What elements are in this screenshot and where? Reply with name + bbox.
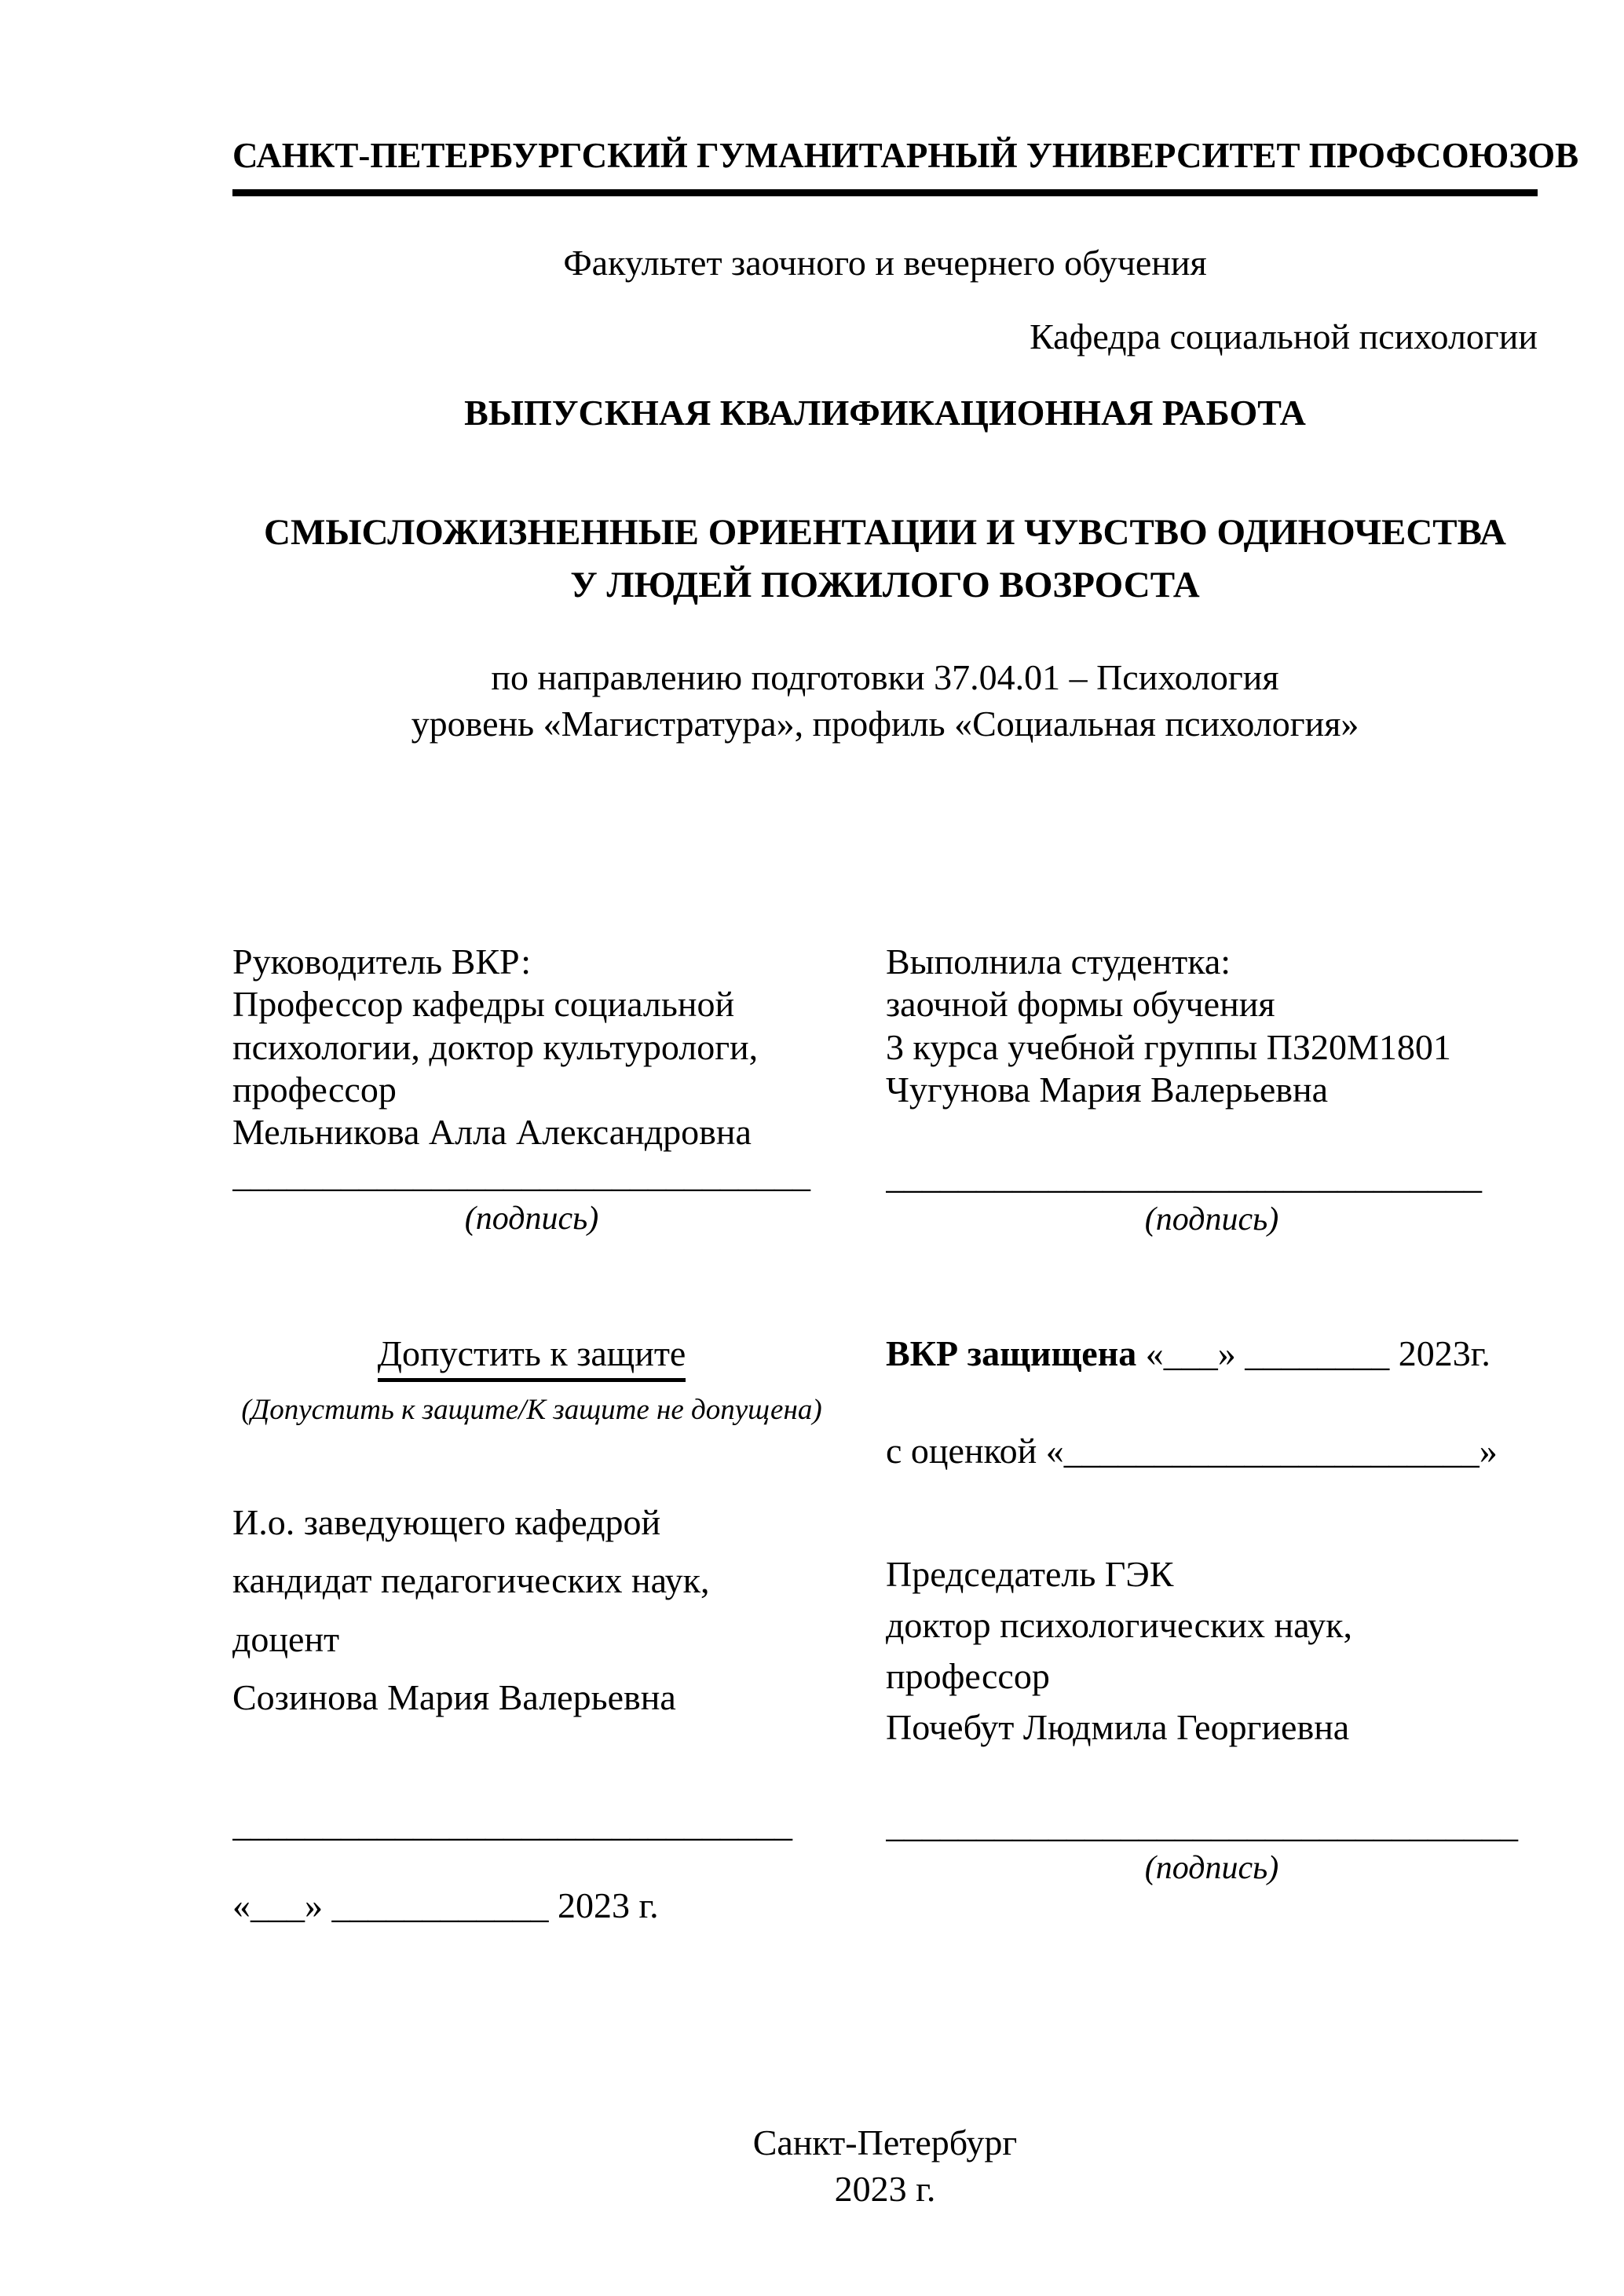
university-name: САНКТ-ПЕТЕРБУРГСКИЙ ГУМАНИТАРНЫЙ УНИВЕРСИТЕТ ПРОФСОЮЗОВ — [232, 135, 1538, 196]
defense-signature-caption: (подпись) — [1144, 1850, 1279, 1887]
defense-signature-line: ___________________________________ — [886, 1804, 1518, 1844]
admission-heading — [232, 1333, 831, 1382]
student-name: Чугунова Мария Валерьевна — [886, 1069, 1329, 1110]
student-info-line-1: заочной формы обучения — [886, 984, 1275, 1025]
footer-year: 2023 г. — [834, 2169, 936, 2210]
supervisor-signature-line: ________________________________ — [232, 1154, 810, 1195]
student-signature-line: _________________________________ — [886, 1156, 1482, 1197]
admission-heading-text: Допустить к защите — [378, 1333, 686, 1382]
thesis-title-line-1: СМЫСЛОЖИЗНЕННЫЕ ОРИЕНТАЦИИ И ЧУВСТВО ОДИНОЧЕСТВА — [264, 511, 1506, 553]
admission-official-name: Созинова Мария Валерьевна — [232, 1677, 676, 1718]
defense-status-bold: ВКР защищена — [886, 1333, 1137, 1373]
defense-grade-line: с оценкой «_______________________» — [886, 1431, 1498, 1472]
admission-signature-line: _______________________________ — [232, 1803, 792, 1844]
thesis-title-line-2: У ЛЮДЕЙ ПОЖИЛОГО ВОЗРОСТА — [570, 564, 1200, 605]
chairman-line-3: профессор — [886, 1656, 1050, 1697]
program-line-1: по направлению подготовки 37.04.01 – Психология — [491, 657, 1279, 698]
admission-note: (Допустить к защите/К защите не допущена) — [241, 1394, 822, 1427]
admission-official-block — [232, 1493, 831, 1727]
chairman-line-2: доктор психологических наук, — [886, 1604, 1353, 1645]
program-line-2: уровень «Магистратура», профиль «Социальная психология» — [411, 704, 1359, 744]
defense-status-rest: «___» ________ 2023г. — [1145, 1333, 1490, 1373]
supervisor-name: Мельникова Алла Александровна — [232, 1112, 752, 1153]
admission-official-position-line-1: И.о. заведующего кафедрой — [232, 1501, 661, 1542]
admission-block — [232, 1333, 831, 1928]
supervisor-position-line-3: профессор — [232, 1069, 397, 1110]
thesis-title — [232, 506, 1538, 611]
supervisor-label: Руководитель ВКР: — [232, 941, 532, 982]
student-block — [886, 941, 1538, 1240]
supervisor-position-line-1: Профессор кафедры социальной — [232, 984, 735, 1025]
page-content — [232, 0, 1579, 2213]
supervisor-position-line-2: психологии, доктор культурологи, — [232, 1026, 759, 1067]
defense-status-line — [886, 1333, 1538, 1375]
signatories-row-2 — [232, 1333, 1538, 1928]
signatories-row-1 — [232, 941, 1538, 1240]
defense-block — [886, 1333, 1538, 1928]
supervisor-block — [232, 941, 831, 1240]
admission-official-position-line-3: доцент — [232, 1618, 340, 1659]
footer — [232, 2119, 1538, 2214]
admission-date-line: «___» ____________ 2023 г. — [232, 1885, 659, 1926]
student-signature-caption: (подпись) — [1144, 1201, 1279, 1238]
student-info-line-2: 3 курса учебной группы ПЗ20М1801 — [886, 1026, 1451, 1067]
chairman-name: Почебут Людмила Георгиевна — [886, 1707, 1350, 1748]
program-info — [232, 655, 1538, 748]
admission-official-position-line-2: кандидат педагогических наук, — [232, 1560, 710, 1601]
department-line: Кафедра социальной психологии — [1030, 316, 1538, 357]
work-type-line: ВЫПУСКНАЯ КВАЛИФИКАЦИОННАЯ РАБОТА — [464, 392, 1306, 433]
faculty-line: Факультет заочного и вечернего обучения — [563, 243, 1207, 283]
footer-city: Санкт-Петербург — [752, 2122, 1018, 2163]
supervisor-signature-caption: (подпись) — [464, 1200, 599, 1237]
chairman-block — [886, 1548, 1538, 1753]
student-label: Выполнила студентка: — [886, 941, 1231, 982]
chairman-line-1: Председатель ГЭК — [886, 1553, 1174, 1594]
